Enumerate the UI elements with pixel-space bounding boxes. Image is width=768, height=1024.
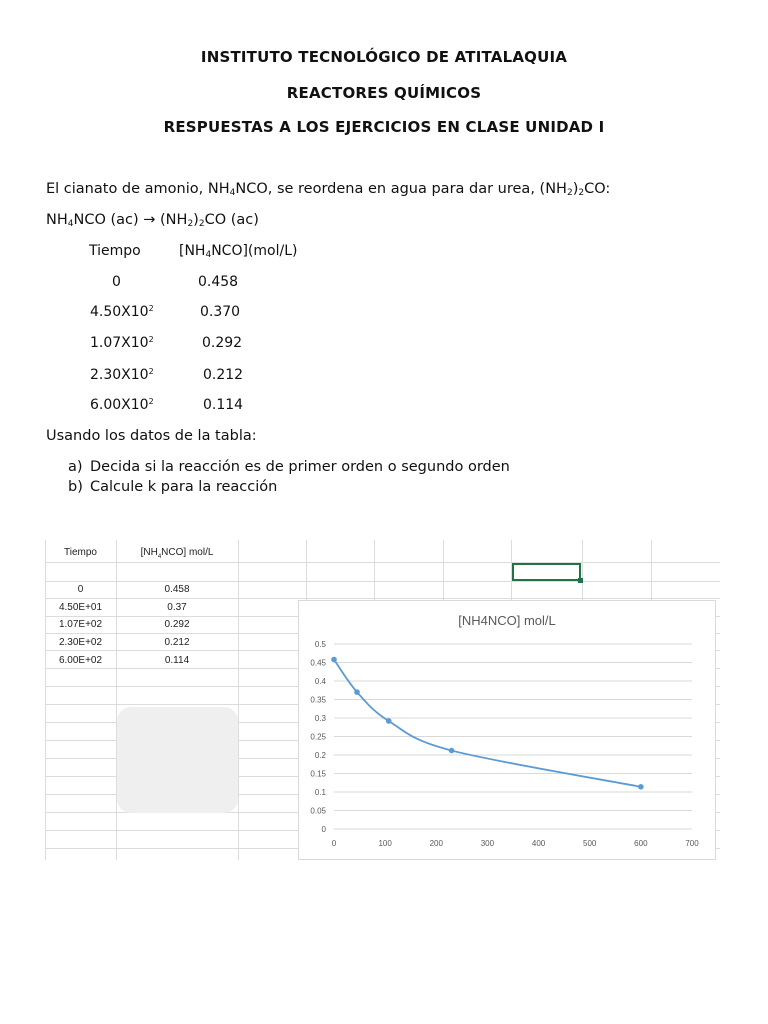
table-header-concentration: $[NH_4NCO](mol/L)$ <box>179 243 298 260</box>
reaction-equation: $NH_4NCO$ $(ac) \to (NH_2)_2CO$ (ac) <box>46 212 259 229</box>
selected-cell <box>512 563 581 581</box>
table-cell-concentration: 0.212 <box>203 367 244 383</box>
x-tick-label: 100 <box>378 839 392 848</box>
document-subtitle: RESPUESTAS A LOS EJERCICIOS EN CLASE UNIDAD I <box>163 118 605 136</box>
sheet-header-time: Tiempo <box>64 547 97 558</box>
data-point <box>638 784 644 790</box>
table-cell-time: $6.00X10^2$ <box>90 397 154 413</box>
y-tick-label: 0.45 <box>310 658 326 668</box>
x-tick-label: 600 <box>634 839 648 848</box>
sheet-cell-concentration: 0.37 <box>167 602 187 613</box>
sheet-cell-time: 0 <box>77 584 84 595</box>
sheet-cell-time: 4.50E+01 <box>58 602 103 613</box>
x-tick-label: 200 <box>429 839 443 848</box>
table-cell-time: $4.50X10^2$ <box>90 304 154 320</box>
table-cell-time: 0 <box>112 274 121 290</box>
sheet-cell-concentration: 0.212 <box>164 637 190 648</box>
question-a: a) Decida si la reacción es de primer orden o segundo orden <box>68 459 510 475</box>
table-cell-time: $1.07X10^2$ <box>90 335 154 351</box>
x-tick-label: 400 <box>531 839 546 848</box>
problem-intro: El cianato de amonio, $NH_4NCO$, se reordena en agua para dar urea, $(NH_2)_2CO$: <box>46 181 611 198</box>
question-b: b) Calcule k para la reacción <box>68 479 278 495</box>
chart-title: [NH4NCO] mol/L <box>458 613 556 628</box>
y-tick-label: 0.15 <box>310 769 326 779</box>
x-tick-label: 700 <box>685 839 699 848</box>
y-tick-label: 0.3 <box>314 714 326 723</box>
spreadsheet-screenshot <box>45 540 720 860</box>
chart-panel <box>298 600 716 860</box>
sheet-cell-concentration: 0.458 <box>164 584 190 595</box>
series-line <box>334 660 641 787</box>
y-tick-label: 0.35 <box>310 695 326 705</box>
y-tick-label: 0.25 <box>310 732 326 742</box>
x-tick-label: 500 <box>583 839 597 848</box>
institute-title: INSTITUTO TECNOLÓGICO DE ATITALAQUIA <box>200 48 568 66</box>
sheet-cell-concentration: 0.114 <box>164 655 190 666</box>
y-tick-label: 0.2 <box>314 751 326 760</box>
instructions-text: Usando los datos de la tabla: <box>46 428 257 444</box>
table-cell-concentration: 0.458 <box>198 274 239 290</box>
course-title: REACTORES QUÍMICOS <box>286 84 482 102</box>
y-tick-label: 0 <box>321 825 326 834</box>
data-point <box>331 657 337 663</box>
x-tick-label: 300 <box>480 839 495 848</box>
y-tick-label: 0.5 <box>314 640 326 649</box>
y-tick-label: 0.4 <box>314 677 326 686</box>
y-tick-label: 0.05 <box>310 806 326 816</box>
concentration-chart <box>299 601 715 859</box>
data-point <box>386 718 392 724</box>
y-tick-label: 0.1 <box>314 788 326 797</box>
fill-handle <box>578 578 583 583</box>
sheet-cell-time: 1.07E+02 <box>58 619 103 630</box>
data-point <box>449 748 455 754</box>
x-tick-label: 0 <box>331 839 337 848</box>
sheet-cell-time: 6.00E+02 <box>58 655 103 666</box>
table-cell-time: $2.30X10^2$ <box>90 367 154 383</box>
sheet-cell-concentration: 0.292 <box>164 619 190 630</box>
sheet-cell-time: 2.30E+02 <box>58 637 103 648</box>
sheet-header-concentration: $[NH_4NCO]$ mol/L <box>140 547 214 560</box>
table-cell-concentration: 0.114 <box>203 397 244 413</box>
table-cell-concentration: 0.370 <box>200 304 241 320</box>
table-cell-concentration: 0.292 <box>202 335 243 351</box>
data-point <box>354 689 360 695</box>
placeholder-shape <box>117 707 238 813</box>
table-header-time: Tiempo <box>89 243 141 259</box>
